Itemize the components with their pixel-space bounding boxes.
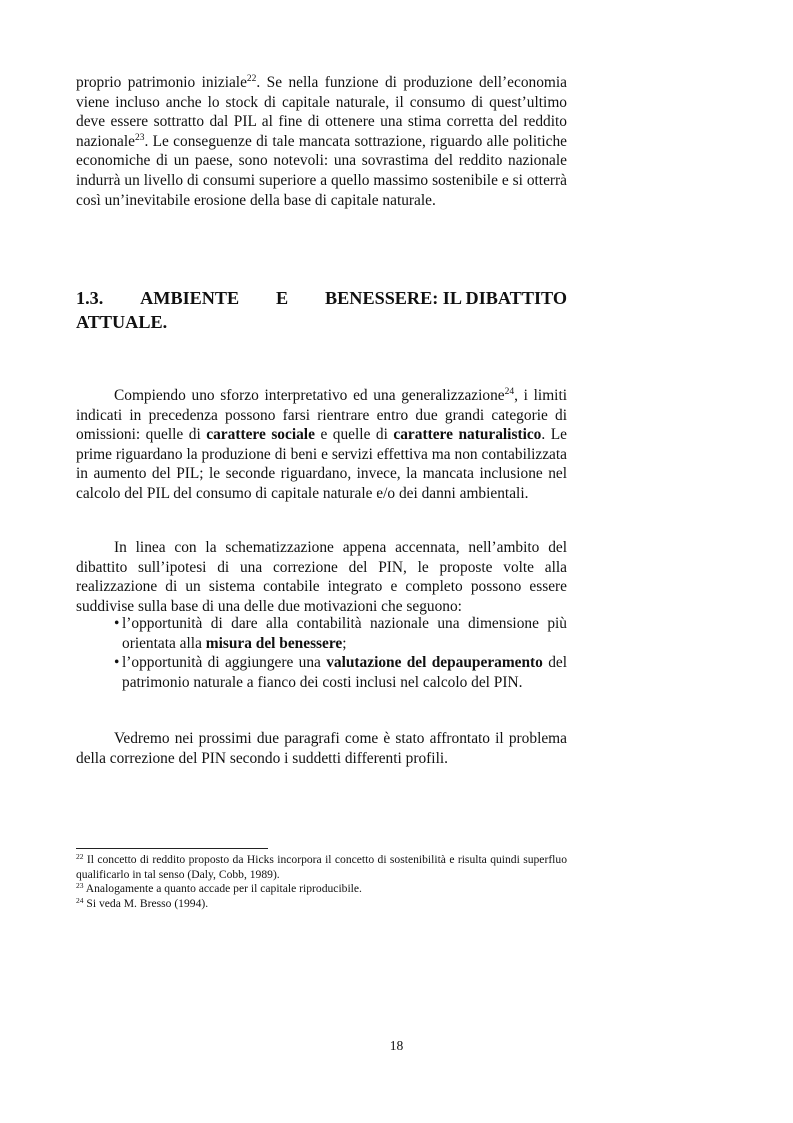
paragraph-continuation (76, 73, 567, 210)
footnote-ref-24[interactable]: 24 (504, 387, 515, 397)
footnote-number: 22 (76, 852, 84, 861)
paragraph-3-block (76, 538, 567, 616)
footnote-23: $^{23}$ Analogamente a quanto accade per il capitale riproducibile. (76, 881, 362, 896)
paragraph-2-block (76, 386, 567, 504)
bullet-item: • l’opportunità di aggiungere una valutazione del depauperamento del patrimonio naturale a fianco dei costi inclusi nel calcolo del PIN. (114, 654, 568, 691)
footnote-number: 24 (76, 895, 84, 905)
footnote-ref-23[interactable]: 23 (134, 132, 145, 143)
heading-word-e: E (276, 288, 289, 308)
footnote-22: $^{22}$ Il concetto di reddito proposto da Hicks incorpora il concetto di sostenibilità e risulta quindi superfluo qualificarlo in tal senso (Daly, Cobb, 1989). (76, 852, 567, 881)
footnote-number: 23 (76, 881, 84, 891)
section-heading-line-2: ATTUALE. (76, 312, 168, 332)
bullet-icon: • (114, 654, 120, 672)
bullet-item: • l’opportunità di dare alla contabilità nazionale una dimensione più orientata alla misura del benessere; (114, 615, 567, 652)
bold-carattere-sociale: carattere sociale (206, 426, 315, 444)
heading-word-ambiente: AMBIENTE (140, 288, 240, 308)
footnote-ref-22[interactable]: 22 (246, 74, 257, 84)
paragraph-4: Vedremo nei prossimi due paragrafi come è stato affrontato il problema della correzione del PIN secondo i suddetti differenti profili. (76, 730, 567, 767)
heading-word-benessere: BENESSERE: IL DIBATTITO (325, 288, 567, 308)
section-heading (76, 286, 567, 334)
bullet-icon: • (114, 615, 120, 632)
section-heading-line-1 (76, 286, 567, 310)
paragraph-2: Compiendo uno sforzo interpretativo ed una generalizzazione$^{24}$, i limiti indicati in precedenza possono farsi rientrare entro due grandi categorie di omissioni: quelle di carattere sociale e quelle di carattere naturalistico. Le prime riguardano la produzione di beni e servizi effettiva ma non contabilizzata in aumento del PIL; le seconde riguardano, invece, la mancata inclusione nel calcolo del PIL del consumo di capitale naturale e/o dei danni ambientali. (76, 387, 568, 502)
section-number: 1.3. (76, 288, 104, 308)
footnote-24: $^{24}$ Si veda M. Bresso (1994). (76, 895, 209, 910)
page-number: 18 (389, 1038, 404, 1053)
bullet-list (76, 614, 567, 692)
paragraph-4-block (76, 729, 567, 768)
footnote-separator (76, 848, 268, 849)
bold-valutazione-depauperamento: valutazione del depauperamento (326, 654, 543, 672)
paragraph-3: In linea con la schematizzazione appena accennata, nell’ambito del dibattito sull’ipotesi di una correzione del PIN, le proposte volte alla realizzazione di un sistema contabile integrato e completo possono essere suddivise sulla base di una delle due motivazioni che seguono: (76, 539, 567, 615)
paragraph-1: proprio patrimonio iniziale$^{22}$. Se nella funzione di produzione dell’economia viene incluso anche lo stock di capitale naturale, il consumo di quest’ultimo deve essere sottratto dal PIL al fine di ottenere una stima corretta del reddito nazionale$^{23}$. Le conseguenze di tale mancata sottrazione, riguardo alle politiche economiche di un paese, sono notevoli: una sovrastima del reddito nazionale indurrà un livello di consumi superiore a quello massimo sostenibile e si otterrà così un’inevitabile erosione della base di capitale naturale. (76, 74, 567, 209)
bold-carattere-naturalistico: carattere naturalistico (393, 426, 542, 444)
bold-misura-benessere: misura del benessere (205, 634, 343, 652)
footnotes (76, 853, 567, 911)
